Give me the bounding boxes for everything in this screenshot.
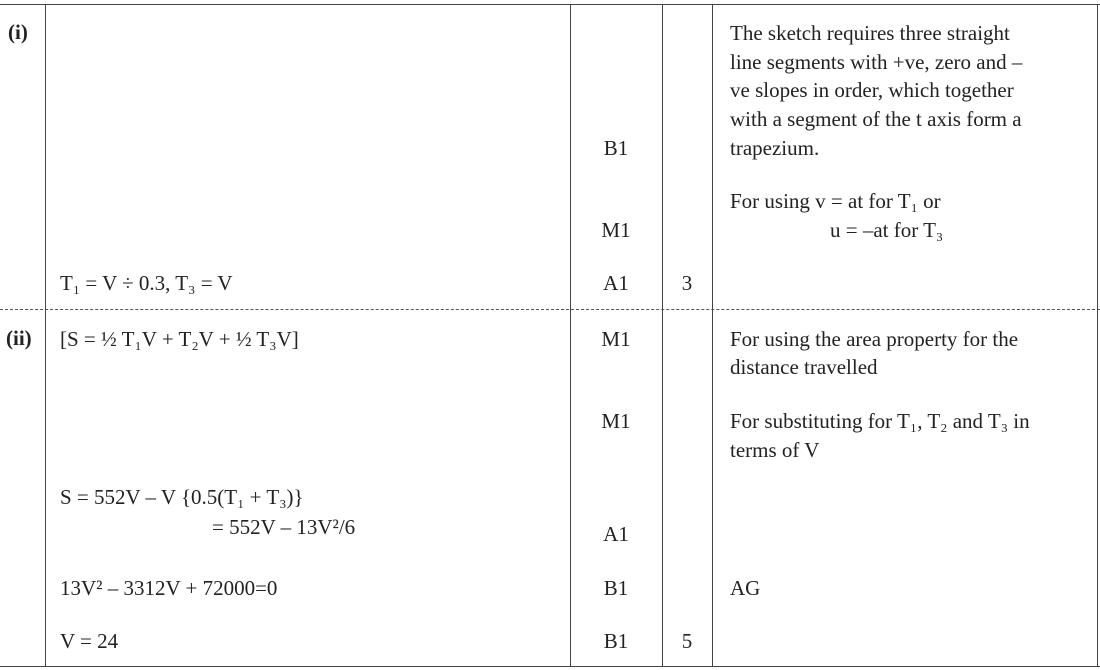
mark: M1: [601, 327, 631, 351]
mark: M1: [601, 409, 631, 433]
working-line: T₁ = V ÷ 0.3, T₃ = V: [60, 271, 233, 295]
guidance-line: For using the area property for the: [730, 327, 1019, 351]
part-label: (ii): [6, 326, 32, 350]
guidance-line: u = –at for T₃: [830, 218, 944, 242]
mark: B1: [603, 576, 629, 600]
working-line: [S = ½ T₁V + T₂V + ½ T₃V]: [60, 327, 299, 351]
part-label: (i): [8, 20, 28, 44]
guidance-line: with a segment of the t axis form a: [730, 107, 1022, 131]
mark: M1: [601, 218, 631, 242]
guidance-line: ve slopes in order, which together: [730, 78, 1014, 102]
working-line: 13V² – 3312V + 72000=0: [60, 576, 278, 600]
guidance-line: trapezium.: [730, 136, 820, 160]
mark: B1: [603, 629, 629, 653]
column-divider: [712, 4, 713, 667]
total-marks: 5: [681, 629, 693, 653]
guidance-line: distance travelled: [730, 355, 878, 379]
table-top-border: [0, 4, 1100, 5]
guidance-line: terms of V: [730, 438, 820, 462]
column-divider: [662, 4, 663, 667]
mark: B1: [603, 136, 629, 160]
working-line: = 552V – 13V²/6: [212, 515, 356, 539]
table-bottom-border: [0, 666, 1100, 667]
guidance-line: line segments with +ve, zero and –: [730, 50, 1023, 74]
guidance-line: For substituting for T₁, T₂ and T₃ in: [730, 409, 1030, 433]
guidance-note: AG: [730, 576, 761, 600]
column-divider: [45, 4, 46, 667]
guidance-line: For using v = at for T₁ or: [730, 189, 941, 213]
working-line: V = 24: [60, 629, 119, 653]
working-line: S = 552V – V {0.5(T₁ + T₃)}: [60, 485, 304, 509]
total-marks: 3: [681, 271, 693, 295]
mark: A1: [603, 271, 629, 295]
part-divider: [0, 309, 1100, 310]
mark: A1: [603, 522, 629, 546]
column-divider: [1097, 4, 1098, 667]
guidance-line: The sketch requires three straight: [730, 21, 1010, 45]
